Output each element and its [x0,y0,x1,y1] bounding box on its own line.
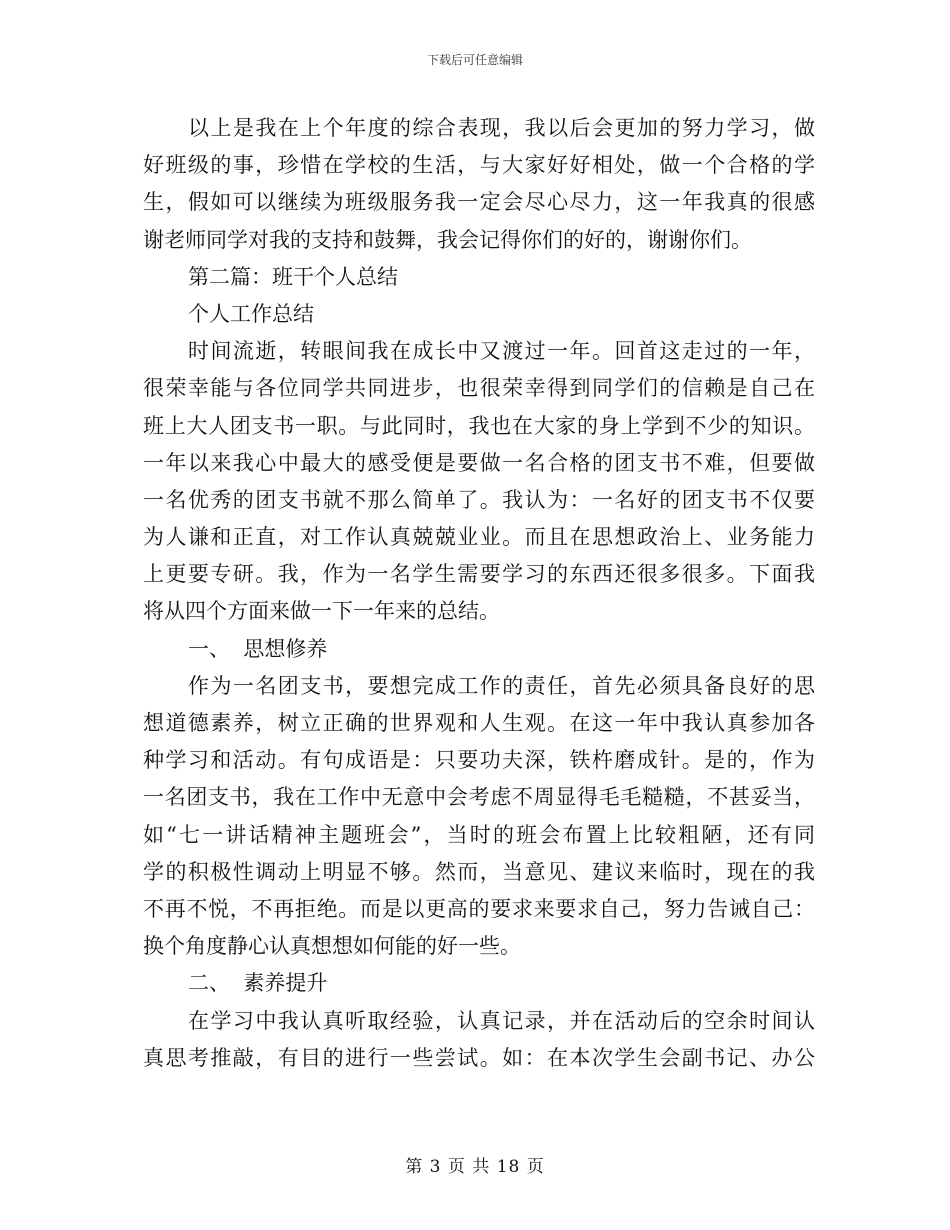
text-line: 作为一名团支书，要想完成工作的责任，首先必须具备良好的思 [188,673,815,698]
text-line: 不再不悦，不再拒绝。而是以更高的要求来要求自己，努力告诫自己： [143,896,815,921]
text-line: 上更要专研。我，作为一名学生需要学习的东西还很多很多。下面我 [143,562,815,587]
text-line: 好班级的事，珍惜在学校的生活，与大家好好相处，做一个合格的学 [143,153,815,178]
document-body [143,110,815,1077]
text-line: 学的积极性调动上明显不够。然而，当意见、建议来临时，现在的我 [143,859,815,884]
text-line: 想道德素养，树立正确的世界观和人生观。在这一年中我认真参加各 [143,711,815,735]
text-line: 在学习中我认真听取经验，认真记录，并在活动后的空余时间认 [188,1008,815,1033]
text-line: 一年以来我心中最大的感受便是要做一名合格的团支书不难，但要做 [143,450,815,475]
section-heading: 一、 思想修养 [188,636,328,661]
text-line: 谢老师同学对我的支持和鼓舞，我会记得你们的好的，谢谢你们。 [143,227,752,252]
sub-heading: 个人工作总结 [188,301,314,326]
text-line: 班上大人团支书一职。与此同时，我也在大家的身上学到不少的知识。 [143,413,815,438]
section-heading: 二、 素养提升 [188,971,328,996]
text-line: 如“七一讲话精神主题班会”，当时的班会布置上比较粗陋，还有同 [143,822,815,847]
text-line: 时间流逝，转眼间我在成长中又渡过一年。回首这走过的一年， [188,339,815,364]
text-line: 种学习和活动。有句成语是：只要功夫深，铁杵磨成针。是的，作为 [143,748,815,773]
text-line: 很荣幸能与各位同学共同进步，也很荣幸得到同学们的信赖是自己在 [143,376,815,401]
section-heading: 第二篇：班干个人总结 [188,264,398,289]
text-line: 以上是我在上个年度的综合表现，我以后会更加的努力学习，做 [188,116,815,140]
text-line: 真思考推敲，有目的进行一些尝试。如：在本次学生会副书记、办公 [143,1045,815,1070]
text-line: 为人谦和正直，对工作认真兢兢业业。而且在思想政治上、业务能力 [143,525,815,550]
page-header: 下载后可任意编辑 [426,53,523,67]
text-line: 一名优秀的团支书就不那么简单了。我认为：一名好的团支书不仅要 [143,487,815,512]
page-number: 第 3 页 共 18 页 [405,1157,545,1177]
text-line: 将从四个方面来做一下一年来的总结。 [143,599,500,624]
text-line: 一名团支书，我在工作中无意中会考虑不周显得毛毛糙糙，不甚妥当， [143,785,815,810]
text-line: 换个角度静心认真想想如何能的好一些。 [143,934,521,959]
text-line: 生，假如可以继续为班级服务我一定会尽心尽力，这一年我真的很感 [143,190,815,215]
